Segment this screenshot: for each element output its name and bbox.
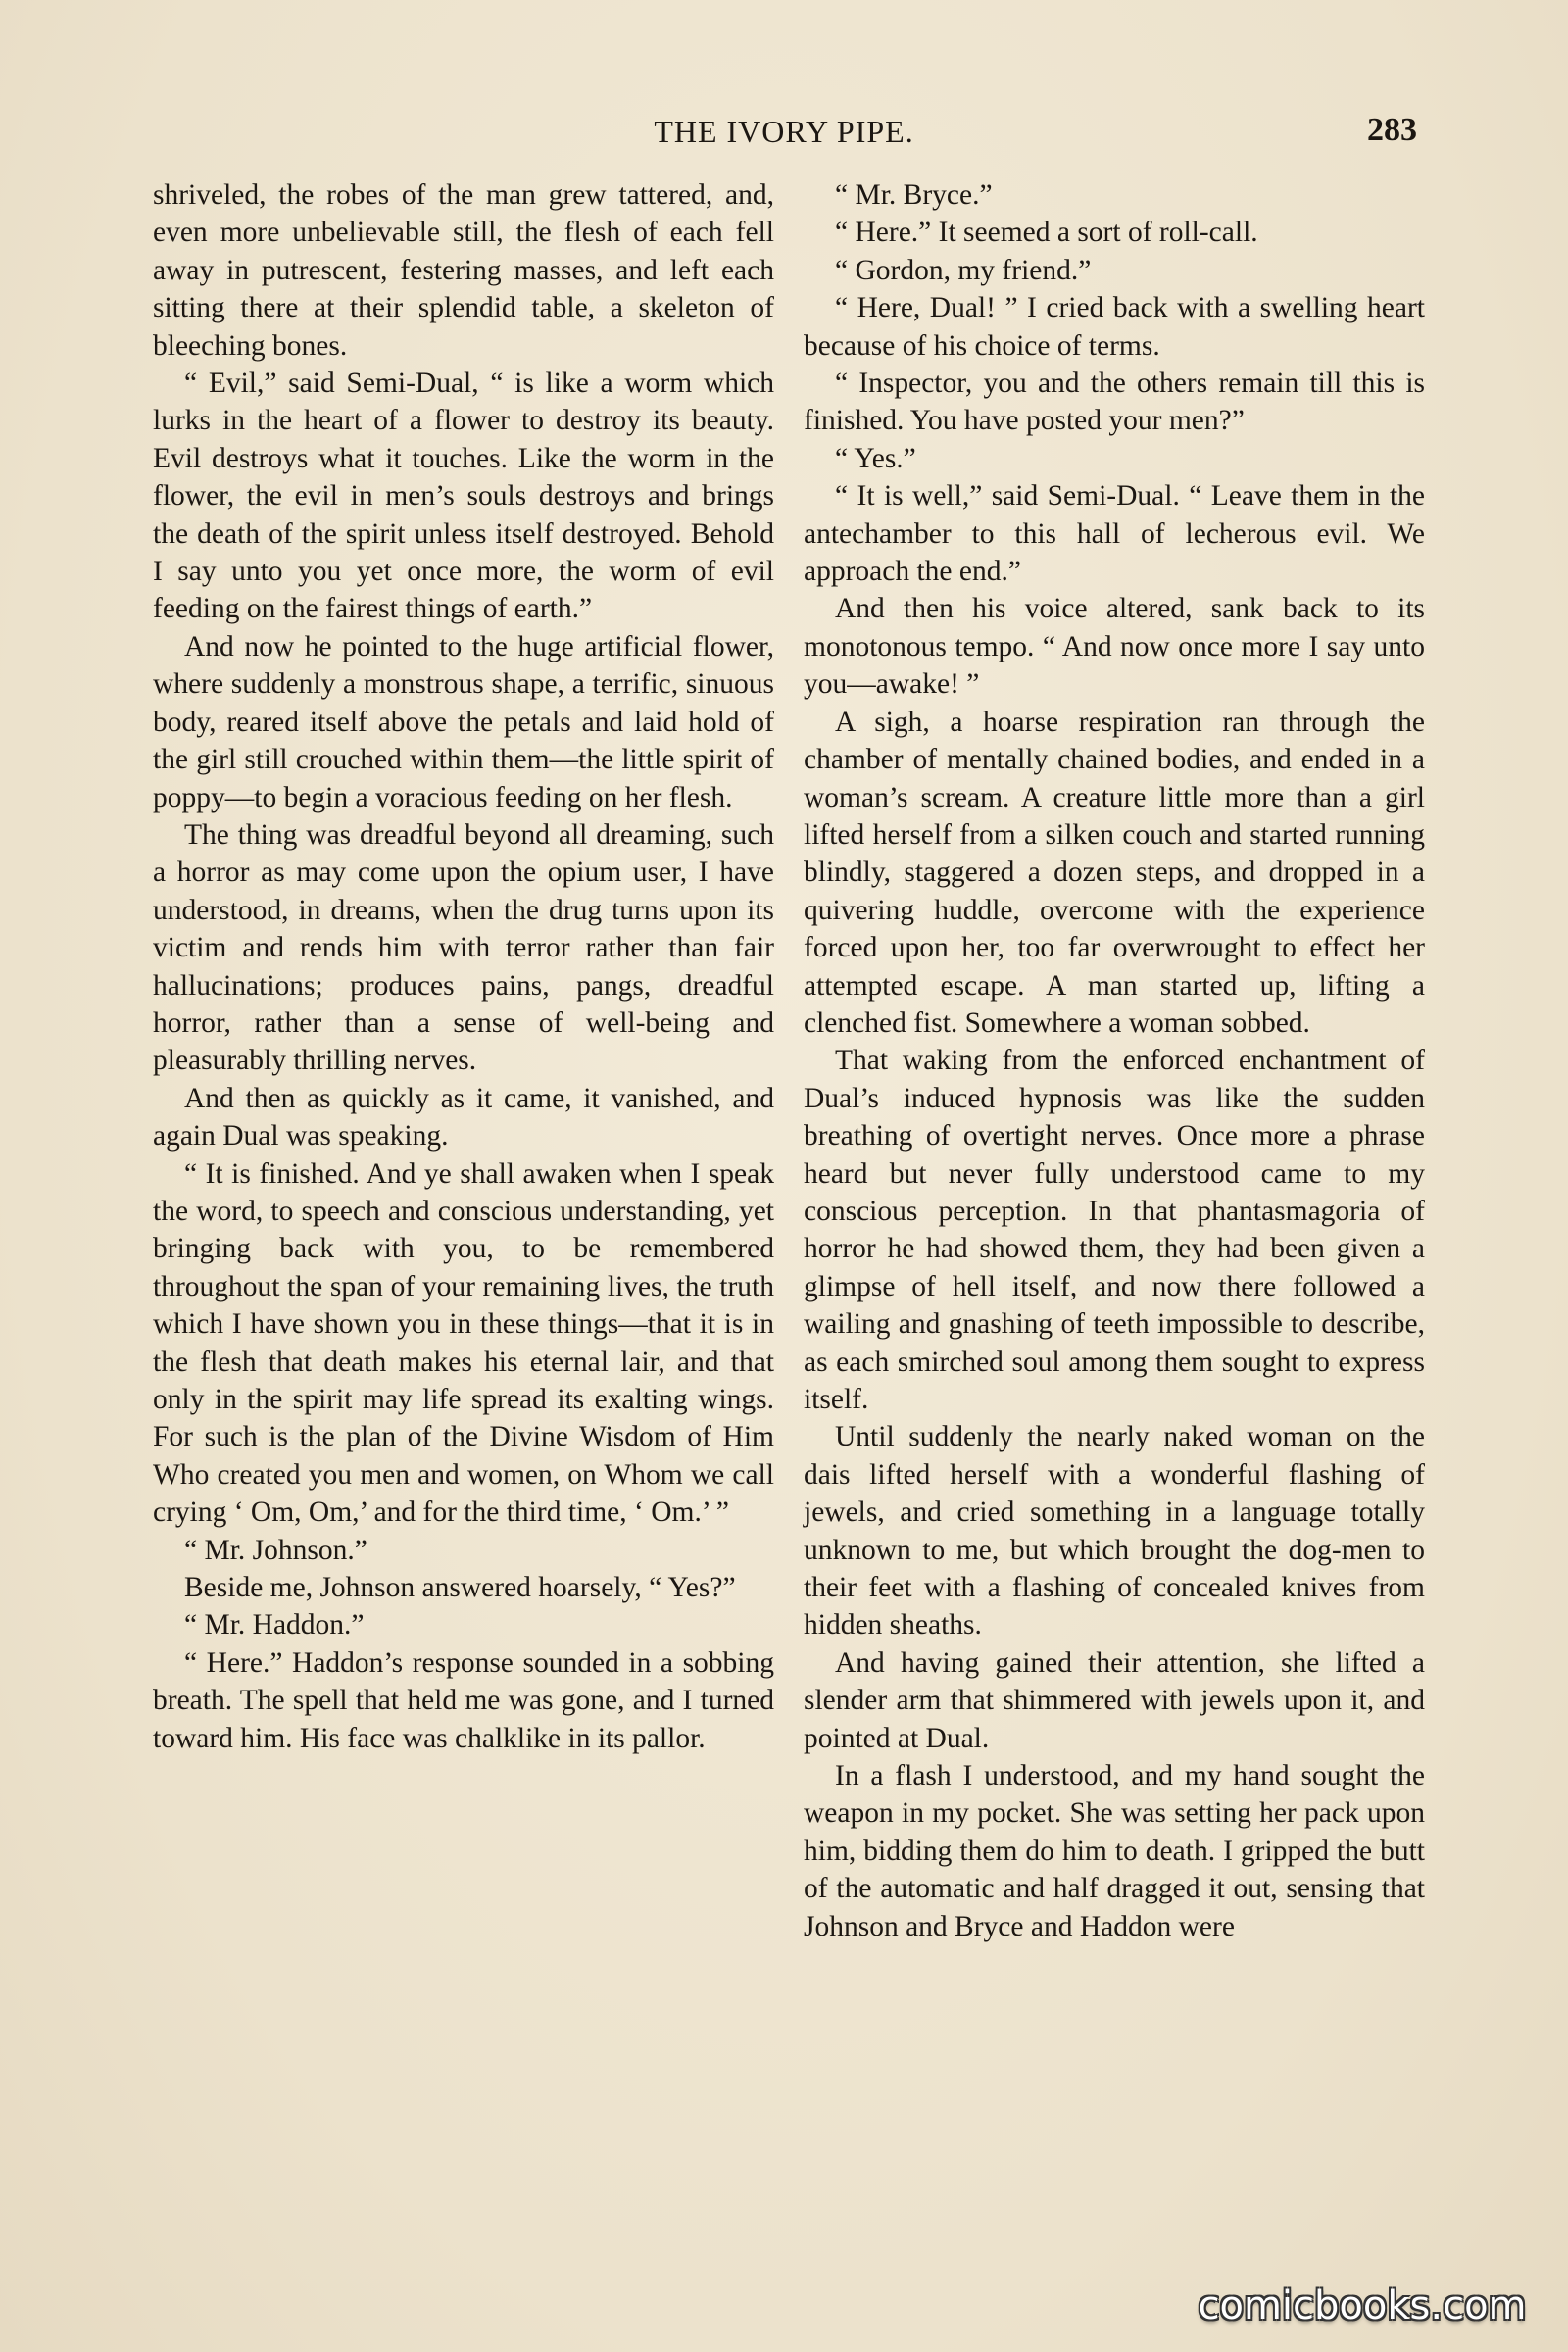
paragraph: “ Mr. Johnson.”: [184, 1534, 368, 1566]
paragraph: The thing was dreadful beyond all dreaming, such a horror as may come upon the opium user, I have understood, in dreams, when the drug turns upon its victim and rends him with terror rather than fair hallucinations; produces pains, pangs, dreadful horror, rather than a sense of well-being and pleasurably thrilling nerves.: [153, 818, 774, 1077]
paragraph: A sigh, a hoarse respiration ran through the chamber of mentally chained bodies, and ended in a woman’s scream. A creature little more than a girl lifted herself from a silken couch and started running blindly, staggered a dozen steps, and dropped in a quivering huddle, overcome with the experience forced upon her, too far overwrought to effect her attempted escape. A man started up, lifting a clenched fist. Somewhere a woman sobbed.: [804, 706, 1425, 1039]
paragraph: And having gained their attention, she lifted a slender arm that shimmered with jewels upon it, and pointed at Dual.: [804, 1646, 1425, 1754]
watermark-text: comicbooks.com: [1198, 2283, 1527, 2328]
paragraph: “ Here.” Haddon’s response sounded in a sobbing breath. The spell that held me was gone, and I turned toward him. His face was chalklike in its pallor.: [153, 1646, 774, 1754]
paragraph: shriveled, the robes of the man grew tattered, and, even more unbelievable still, the flesh of each fell away in putrescent, festering masses, and left each sitting there at their splendid table, a skeleton of bleeching bones.: [153, 179, 774, 362]
paragraph: “ It is well,” said Semi-Dual. “ Leave them in the antechamber to this hall of lecherous evil. We approach the end.”: [804, 480, 1425, 588]
right-column: [804, 176, 1425, 1945]
paragraph: “ It is finished. And ye shall awaken when I speak the word, to speech and conscious understanding, yet bringing back with you, to be remembered throughout the span of your remaining lives, the truth which I have shown you in these things—that it is in the flesh that death makes his eternal lair, and that only in the spirit may life spread its exalting wings. For such is the plan of the Divine Wisdom of Him Who created you men and women, on Whom we call crying ‘ Om, Om,’ and for the third time, ‘ Om.’ ”: [153, 1157, 774, 1529]
paragraph: “ Inspector, you and the others remain till this is finished. You have posted your men?”: [804, 368, 1425, 437]
page-title: THE IVORY PIPE.: [654, 114, 914, 149]
paragraph: “ Gordon, my friend.”: [835, 254, 1092, 286]
paragraph: “ Mr. Bryce.”: [835, 179, 993, 211]
paragraph: “ Evil,” said Semi-Dual, “ is like a worm which lurks in the heart of a flower to destroy its beauty. Evil destroys what it touches. Like the worm in the flower, the evil in men’s souls destroys and brings the death of the spirit unless itself destroyed. Behold I say unto you yet once more, the worm of evil feeding on the fairest things of earth.”: [153, 368, 774, 625]
left-column: [153, 176, 774, 1757]
paragraph: Until suddenly the nearly naked woman on the dais lifted herself with a wonderful flashing of jewels, and cried something in a language totally unknown to me, but which brought the dog-men to their feet with a flashing of concealed knives from hidden sheaths.: [804, 1421, 1425, 1642]
running-header: [151, 110, 1417, 157]
paragraph: “ Here.” It seemed a sort of roll-call.: [835, 217, 1258, 249]
paragraph: Beside me, Johnson answered hoarsely, “ Yes?”: [184, 1572, 736, 1604]
page-number: 283: [1367, 112, 1417, 148]
source-watermark: [1188, 2278, 1537, 2334]
paragraph: “ Mr. Haddon.”: [184, 1609, 365, 1642]
paragraph: That waking from the enforced enchantment of Dual’s induced hypnosis was like the sudden breathing of overtight nerves. Once more a phrase heard but never fully understood came to my conscious perception. In that phantasmagoria of horror he had showed them, they had been given a glimpse of hell itself, and now there followed a wailing and gnashing of teeth impossible to describe, as each smirched soul among them sought to express itself.: [804, 1045, 1425, 1415]
paragraph: “ Yes.”: [835, 442, 916, 474]
paragraph: “ Here, Dual! ” I cried back with a swelling heart because of his choice of terms.: [804, 292, 1425, 362]
paragraph: And then as quickly as it came, it vanished, and again Dual was speaking.: [153, 1082, 774, 1152]
paragraph: In a flash I understood, and my hand sought the weapon in my pocket. She was setting her pack upon him, bidding them do him to death. I gripped the butt of the automatic and half dragged it out, sensing that Johnson and Bryce and Haddon were: [804, 1760, 1425, 1942]
paragraph: And now he pointed to the huge artificial flower, where suddenly a monstrous shape, a terrific, sinuous body, reared itself above the petals and laid hold of the girl still crouched within them—the little spirit of poppy—to begin a voracious feeding on her flesh.: [153, 630, 774, 813]
paragraph: And then his voice altered, sank back to its monotonous tempo. “ And now once more I say unto you—awake! ”: [804, 593, 1425, 701]
